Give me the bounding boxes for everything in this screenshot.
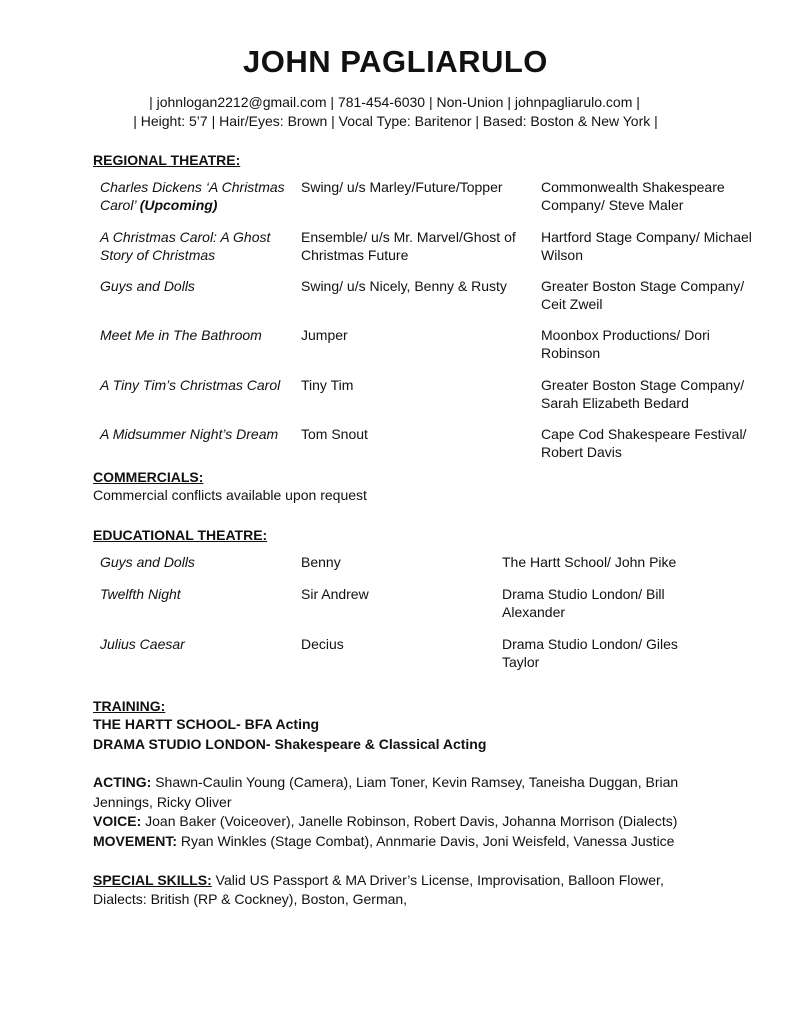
regional-show-2: A Christmas Carol: A Ghost Story of Christmas bbox=[100, 229, 271, 263]
regional-role-6: Tom Snout bbox=[301, 426, 368, 442]
resume-name: JOHN PAGLIARULO bbox=[243, 44, 548, 79]
regional-company-6: Cape Cod Shakespeare Festival/ Robert Davis bbox=[541, 426, 747, 460]
educational-company-1: The Hartt School/ John Pike bbox=[502, 554, 677, 570]
special-skills-line-2: Dialects: British (RP & Cockney), Boston, German, bbox=[93, 891, 408, 907]
educational-theatre-heading: EDUCATIONAL THEATRE: bbox=[93, 527, 268, 543]
regional-role-2: Ensemble/ u/s Mr. Marvel/Ghost of Christmas Future bbox=[301, 229, 516, 263]
educational-show-3: Julius Caesar bbox=[100, 636, 185, 652]
special-skills-line-1: SPECIAL SKILLS: Valid US Passport & MA Driver’s License, Improvisation, Balloon Flower, bbox=[93, 872, 664, 888]
training-school-2: DRAMA STUDIO LONDON- Shakespeare & Classical Acting bbox=[93, 736, 487, 752]
educational-show-2: Twelfth Night bbox=[100, 586, 181, 602]
contact-line-2: | Height: 5’7 | Hair/Eyes: Brown | Vocal Type: Baritenor | Based: Boston & New York | bbox=[133, 113, 658, 129]
regional-company-2: Hartford Stage Company/ Michael Wilson bbox=[541, 229, 752, 263]
educational-role-1: Benny bbox=[301, 554, 341, 570]
regional-role-1: Swing/ u/s Marley/Future/Topper bbox=[301, 179, 503, 195]
training-voice: VOICE: Joan Baker (Voiceover), Janelle Robinson, Robert Davis, Johanna Morrison (Dialects) bbox=[93, 813, 678, 829]
commercials-text: Commercial conflicts available upon request bbox=[93, 487, 367, 503]
educational-company-2: Drama Studio London/ Bill Alexander bbox=[502, 586, 665, 620]
regional-theatre-heading: REGIONAL THEATRE: bbox=[93, 152, 241, 168]
regional-show-3: Guys and Dolls bbox=[100, 278, 195, 294]
regional-company-5: Greater Boston Stage Company/ Sarah Elizabeth Bedard bbox=[541, 377, 745, 411]
regional-company-3: Greater Boston Stage Company/ Ceit Zweil bbox=[541, 278, 745, 312]
upcoming-tag: (Upcoming) bbox=[139, 196, 218, 213]
educational-show-1: Guys and Dolls bbox=[100, 554, 195, 570]
regional-show-5: A Tiny Tim’s Christmas Carol bbox=[100, 377, 281, 393]
regional-show-1: Charles Dickens ‘A Christmas Carol’ (Upcoming) bbox=[100, 179, 285, 213]
regional-role-5: Tiny Tim bbox=[301, 377, 354, 393]
regional-show-4: Meet Me in The Bathroom bbox=[100, 327, 262, 343]
commercials-heading: COMMERCIALS: bbox=[93, 469, 204, 485]
training-acting: ACTING: Shawn-Caulin Young (Camera), Liam Toner, Kevin Ramsey, Taneisha Duggan, Brian Jennings, Ricky Oliver bbox=[93, 774, 679, 810]
regional-show-6: A Midsummer Night’s Dream bbox=[100, 426, 279, 442]
training-movement: MOVEMENT: Ryan Winkles (Stage Combat), Annmarie Davis, Joni Weisfeld, Vanessa Justice bbox=[93, 833, 675, 849]
training-school-1: THE HARTT SCHOOL- BFA Acting bbox=[93, 716, 320, 732]
contact-line-1: | johnlogan2212@gmail.com | 781-454-6030 | Non-Union | johnpagliarulo.com | bbox=[149, 94, 640, 110]
educational-role-3: Decius bbox=[301, 636, 344, 652]
training-heading: TRAINING: bbox=[93, 698, 166, 714]
regional-company-4: Moonbox Productions/ Dori Robinson bbox=[541, 327, 710, 361]
regional-role-4: Jumper bbox=[301, 327, 348, 343]
educational-company-3: Drama Studio London/ Giles Taylor bbox=[502, 636, 678, 670]
regional-company-1: Commonwealth Shakespeare Company/ Steve Maler bbox=[541, 179, 725, 213]
educational-role-2: Sir Andrew bbox=[301, 586, 369, 602]
regional-role-3: Swing/ u/s Nicely, Benny & Rusty bbox=[301, 278, 507, 294]
